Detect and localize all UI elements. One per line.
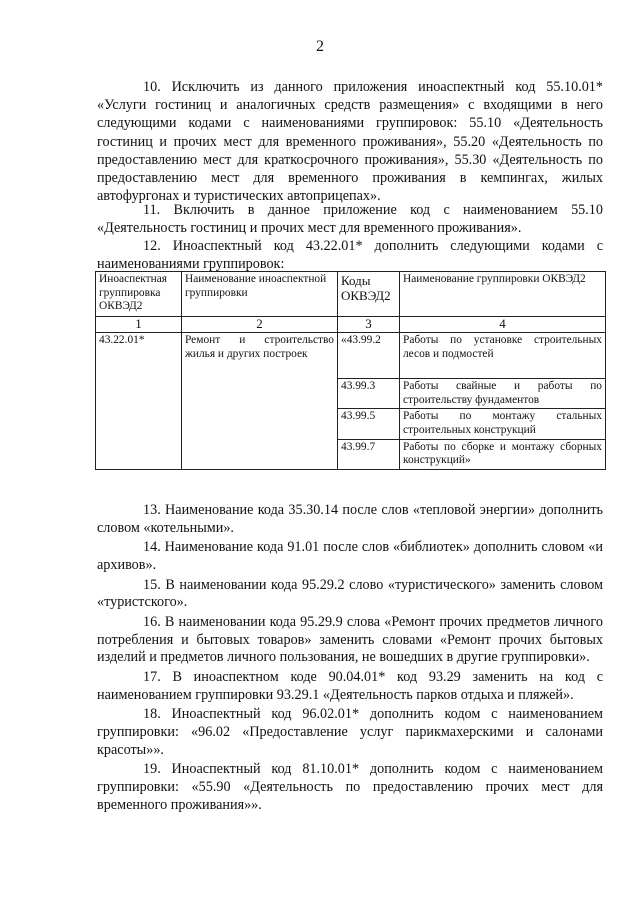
- header-cell-4: Наименование группировки ОКВЭД2: [400, 272, 606, 317]
- paragraph-16: 16. В наименовании кода 95.29.9 слова «Ремонт прочих предметов личного потребления и бытовых товаров» заменить словами «Ремонт прочих бытовых изделий и предметов личного пользования, не вошедших в другие группировки».: [97, 614, 603, 666]
- table-header-row: [96, 272, 606, 317]
- header-cell-2: Наименование иноаспектной группировки: [182, 272, 338, 317]
- codes-table: [95, 271, 606, 470]
- table-number-row: [96, 317, 606, 333]
- okved-code-cell: «43.99.2: [338, 333, 400, 379]
- paragraph-10: 10. Исключить из данного приложения иноаспектный код 55.10.01* «Услуги гостиниц и аналогичных средств размещения» с входящими в него следующими кодами с наименованиями группировок: 55.10 «Деятельность гостиниц и прочих мест для временного проживания», 55.20 «Деятельность по предоставлению мест для краткосрочного проживания», 55.30 «Деятельность по предоставлению мест для временного проживания в кемпингах, жилых автофургонах и туристических автоприцепах».: [97, 79, 603, 205]
- okved-name-cell: Работы по сборке и монтажу сборных конструкций»: [400, 439, 606, 469]
- lower-paragraphs: [97, 502, 603, 816]
- paragraph-17: 17. В иноаспектном коде 90.04.01* код 93.29 заменить на код с наименованием группировки 93.29.1 «Деятельность парков отдыха и пляжей».: [97, 669, 603, 703]
- paragraph-15: 15. В наименовании кода 95.29.2 слово «туристического» заменить словом «туристского».: [97, 576, 603, 611]
- cell-spacer: [403, 361, 602, 377]
- column-number-3: 3: [338, 317, 400, 333]
- paragraph-13: 13. Наименование кода 35.30.14 после слов «тепловой энергии» дополнить словом «котельными».: [97, 502, 603, 536]
- paragraph-14: 14. Наименование кода 91.01 после слов «библиотек» дополнить словом «и архивов».: [97, 539, 603, 573]
- paragraph-11: 11. Включить в данное приложение код с наименованием 55.10 «Деятельность гостиниц и прочих мест для временного проживания».: [97, 202, 603, 237]
- okved-code-cell: 43.99.5: [338, 409, 400, 439]
- column-number-1: 1: [96, 317, 182, 333]
- page-number: 2: [316, 38, 324, 55]
- paragraph-19: 19. Иноаспектный код 81.10.01* дополнить кодом с наименованием группировки: «55.90 «Деятельность по предоставлению прочих мест для временного проживания»».: [97, 761, 603, 813]
- table-row: [96, 333, 606, 379]
- okved-name-cell: Работы по монтажу стальных строительных конструкций: [400, 409, 606, 439]
- okved-name-text: Работы по установке строительных лесов и подмостей: [403, 334, 602, 360]
- header-cell-1: Иноаспектная группировка ОКВЭД2: [96, 272, 182, 317]
- okved-name-cell: [400, 333, 606, 379]
- okved-name-cell: Работы свайные и работы по строительству фундаментов: [400, 379, 606, 409]
- paragraph-12: 12. Иноаспектный код 43.22.01* дополнить следующими кодами с наименованиями группировок:: [97, 238, 603, 273]
- paragraph-18: 18. Иноаспектный код 96.02.01* дополнить кодом с наименованием группировки: «96.02 «Предоставление услуг парикмахерскими и салонами красоты»».: [97, 706, 603, 758]
- okved-code-cell: 43.99.3: [338, 379, 400, 409]
- inoaspect-code-cell: 43.22.01*: [96, 333, 182, 470]
- header-cell-3: Коды ОКВЭД2: [338, 272, 400, 317]
- okved-code-cell: 43.99.7: [338, 439, 400, 469]
- column-number-2: 2: [182, 317, 338, 333]
- column-number-4: 4: [400, 317, 606, 333]
- inoaspect-name-cell: Ремонт и строительство жилья и других построек: [182, 333, 338, 470]
